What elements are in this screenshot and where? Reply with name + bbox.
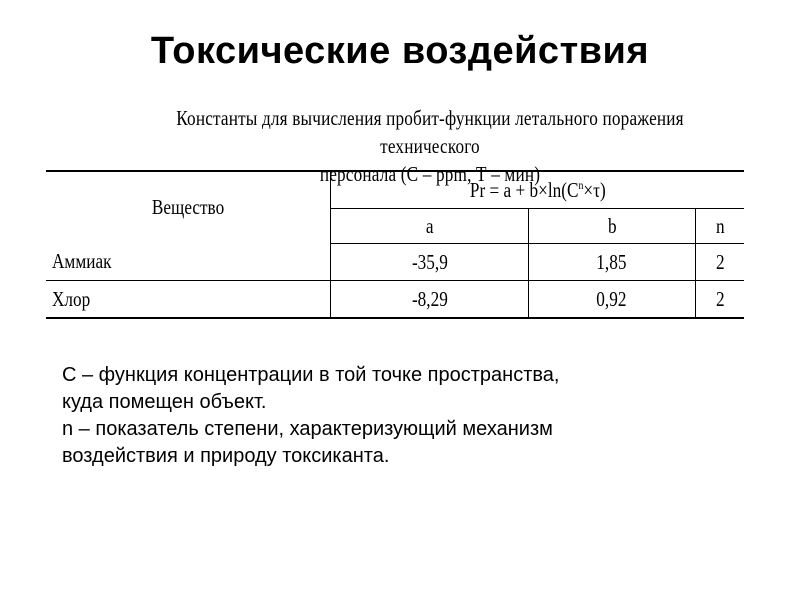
header-param-a — [331, 209, 529, 244]
constants-table — [46, 170, 744, 319]
note-line-4: воздействия и природу токсиканта. — [62, 445, 390, 467]
row-value-n — [695, 244, 744, 281]
row-value-b-text: 0,92 — [596, 286, 627, 311]
table-caption-line-2: персонала (С – ppm, Т – мин) — [319, 162, 541, 186]
row-value-a — [331, 244, 529, 281]
row-value-b-text: 1,85 — [596, 249, 627, 274]
row-value-b — [528, 244, 695, 281]
header-param-n-label: n — [715, 213, 725, 238]
row-value-a — [331, 281, 529, 319]
row-value-a-text: -35,9 — [411, 249, 448, 274]
formula-text — [470, 178, 606, 203]
header-param-b — [528, 209, 695, 244]
table-caption-line-1: Константы для вычисления пробит-функции летального поражения технического — [176, 106, 684, 158]
row-substance-label: Хлор — [52, 286, 91, 311]
row-value-b — [528, 281, 695, 319]
note-line-3: n – показатель степени, характеризующий механизм — [62, 418, 553, 440]
row-value-n-text: 2 — [715, 249, 725, 274]
row-substance-name — [46, 244, 331, 281]
slide-title: Токсические воздействия — [150, 30, 650, 72]
header-param-n — [695, 209, 744, 244]
header-param-a-label: a — [425, 213, 434, 238]
table-row — [46, 244, 744, 281]
table-header-row — [46, 171, 744, 209]
table-row — [46, 281, 744, 319]
row-substance-label: Аммиак — [52, 249, 112, 274]
explanation-notes — [62, 362, 762, 470]
row-substance-name — [46, 281, 331, 319]
header-substance-label: Вещество — [151, 195, 225, 220]
header-formula — [331, 171, 745, 209]
header-param-b-label: b — [607, 213, 617, 238]
note-line-2: куда помещен объект. — [62, 391, 267, 413]
row-value-n — [695, 281, 744, 319]
formula-exponent: n — [578, 177, 584, 192]
row-value-n-text: 2 — [715, 286, 725, 311]
header-substance — [46, 171, 331, 244]
note-line-1: С – функция концентрации в той точке пространства, — [62, 364, 560, 386]
row-value-a-text: -8,29 — [411, 286, 448, 311]
formula-suffix: ×τ) — [583, 177, 606, 202]
formula-prefix: Pr = a + b×ln(C — [469, 177, 579, 202]
